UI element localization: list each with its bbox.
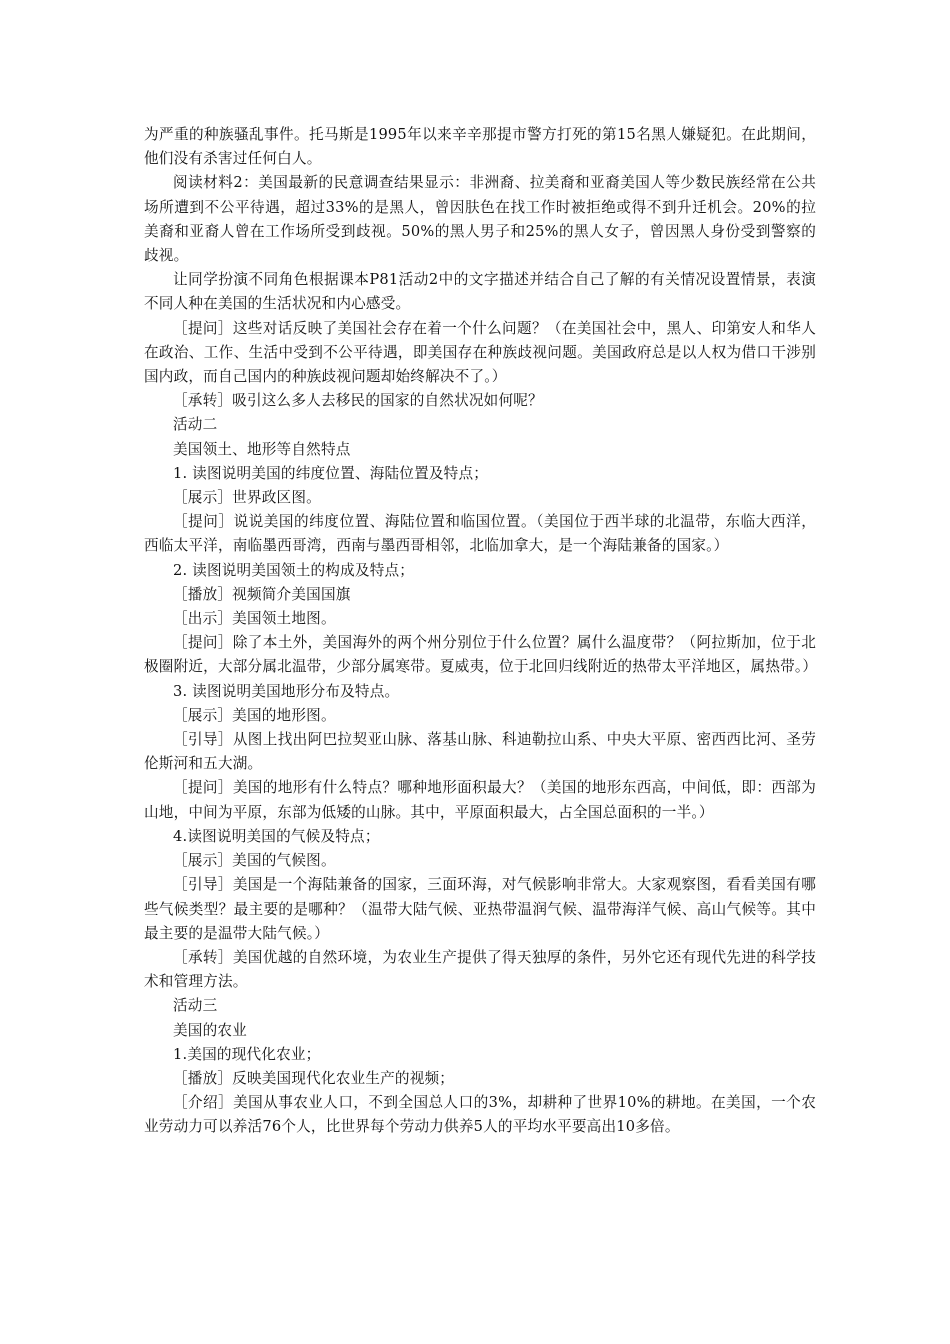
paragraph: 2. 读图说明美国领土的构成及特点；	[173, 561, 415, 579]
paragraph: 1. 读图说明美国的纬度位置、海陆位置及特点；	[173, 464, 489, 482]
paragraph: 美国领土、地形等自然特点	[173, 440, 351, 458]
paragraph: 活动二	[173, 416, 218, 434]
paragraph: ［承转］吸引这么多人去移民的国家的自然状况如何呢？	[173, 392, 543, 410]
paragraph: 美国的农业	[173, 1021, 247, 1039]
paragraph: ［提问］说说美国的纬度位置、海陆位置和临国位置。（美国位于西半球的北温带，东临大西洋，西临太平洋，南临墨西哥湾，西南与墨西哥相邻，北临加拿大，是一个海陆兼备的国家。）	[144, 513, 816, 555]
paragraph: ［播放］反映美国现代化农业生产的视频；	[173, 1069, 455, 1087]
paragraph: ［承转］美国优越的自然环境，为农业生产提供了得天独厚的条件，另外它还有现代先进的科学技术和管理方法。	[144, 948, 816, 991]
paragraph: ［提问］美国的地形有什么特点？哪种地形面积最大？（美国的地形东西高，中间低，即：西部为山地，中间为平原，东部为低矮的山脉。其中，平原面积最大，占全国总面积的一半。）	[144, 779, 816, 821]
paragraph: ［提问］除了本土外，美国海外的两个州分别位于什么位置？属什么温度带？（阿拉斯加，位于北极圈附近，大部分属北温带，少部分属寒带。夏威夷，位于北回归线附近的热带太平洋地区，属热带。）	[144, 634, 818, 676]
paragraph: 1.美国的现代化农业；	[173, 1045, 321, 1063]
paragraph: 为严重的种族骚乱事件。托马斯是1995年以来辛辛那提市警方打死的第15名黑人嫌疑犯。在此期间，他们没有杀害过任何白人。	[144, 126, 816, 168]
paragraph: ［引导］美国是一个海陆兼备的国家，三面环海，对气候影响非常大。大家观察图，看看美国有哪些气候类型？最主要的是哪种？（温带大陆气候、亚热带温润气候、温带海洋气候、高山气候等。其中最主要的是温带大陆气候。）	[144, 876, 816, 942]
paragraph: ［展示］世界政区图。	[173, 489, 321, 507]
paragraph: 4.读图说明美国的气候及特点；	[173, 827, 380, 845]
paragraph: 3. 读图说明美国地形分布及特点。	[173, 682, 400, 700]
paragraph: 阅读材料2：美国最新的民意调查结果显示：非洲裔、拉美裔和亚裔美国人等少数民族经常在公共场所遭到不公平待遇，超过33%的是黑人，曾因肤色在找工作时被拒绝或得不到升迁机会。20%的拉美裔和亚裔人曾在工作场所受到歧视。50%的黑人男子和25%的黑人女子，曾因黑人身份受到警察的歧视。	[144, 174, 816, 265]
paragraph: ［引导］从图上找出阿巴拉契亚山脉、落基山脉、科迪勒拉山系、中央大平原、密西西比河、圣劳伦斯河和五大湖。	[144, 731, 816, 773]
paragraph: ［介绍］美国从事农业人口，不到全国总人口的3%，却耕种了世界10%的耕地。在美国，一个农业劳动力可以养活76个人，比世界每个劳动力供养5人的平均水平要高出10多倍。	[144, 1094, 816, 1136]
paragraph: ［出示］美国领土地图。	[173, 610, 336, 628]
paragraph: ［展示］美国的气候图。	[173, 852, 336, 870]
paragraph: ［展示］美国的地形图。	[173, 706, 336, 724]
paragraph: 活动三	[173, 997, 218, 1015]
paragraph: ［提问］这些对话反映了美国社会存在着一个什么问题？（在美国社会中，黑人、印第安人和华人在政治、工作、生活中受到不公平待遇，即美国存在种族歧视问题。美国政府总是以人权为借口干涉别国内政，而自己国内的种族歧视问题却始终解决不了。）	[144, 319, 816, 386]
paragraph: 让同学扮演不同角色根据课本P81活动2中的文字描述并结合自己了解的有关情况设置情景，表演不同人种在美国的生活状况和内心感受。	[144, 271, 816, 313]
paragraph: ［播放］视频简介美国国旗	[173, 585, 351, 603]
document-page	[144, 123, 816, 1140]
